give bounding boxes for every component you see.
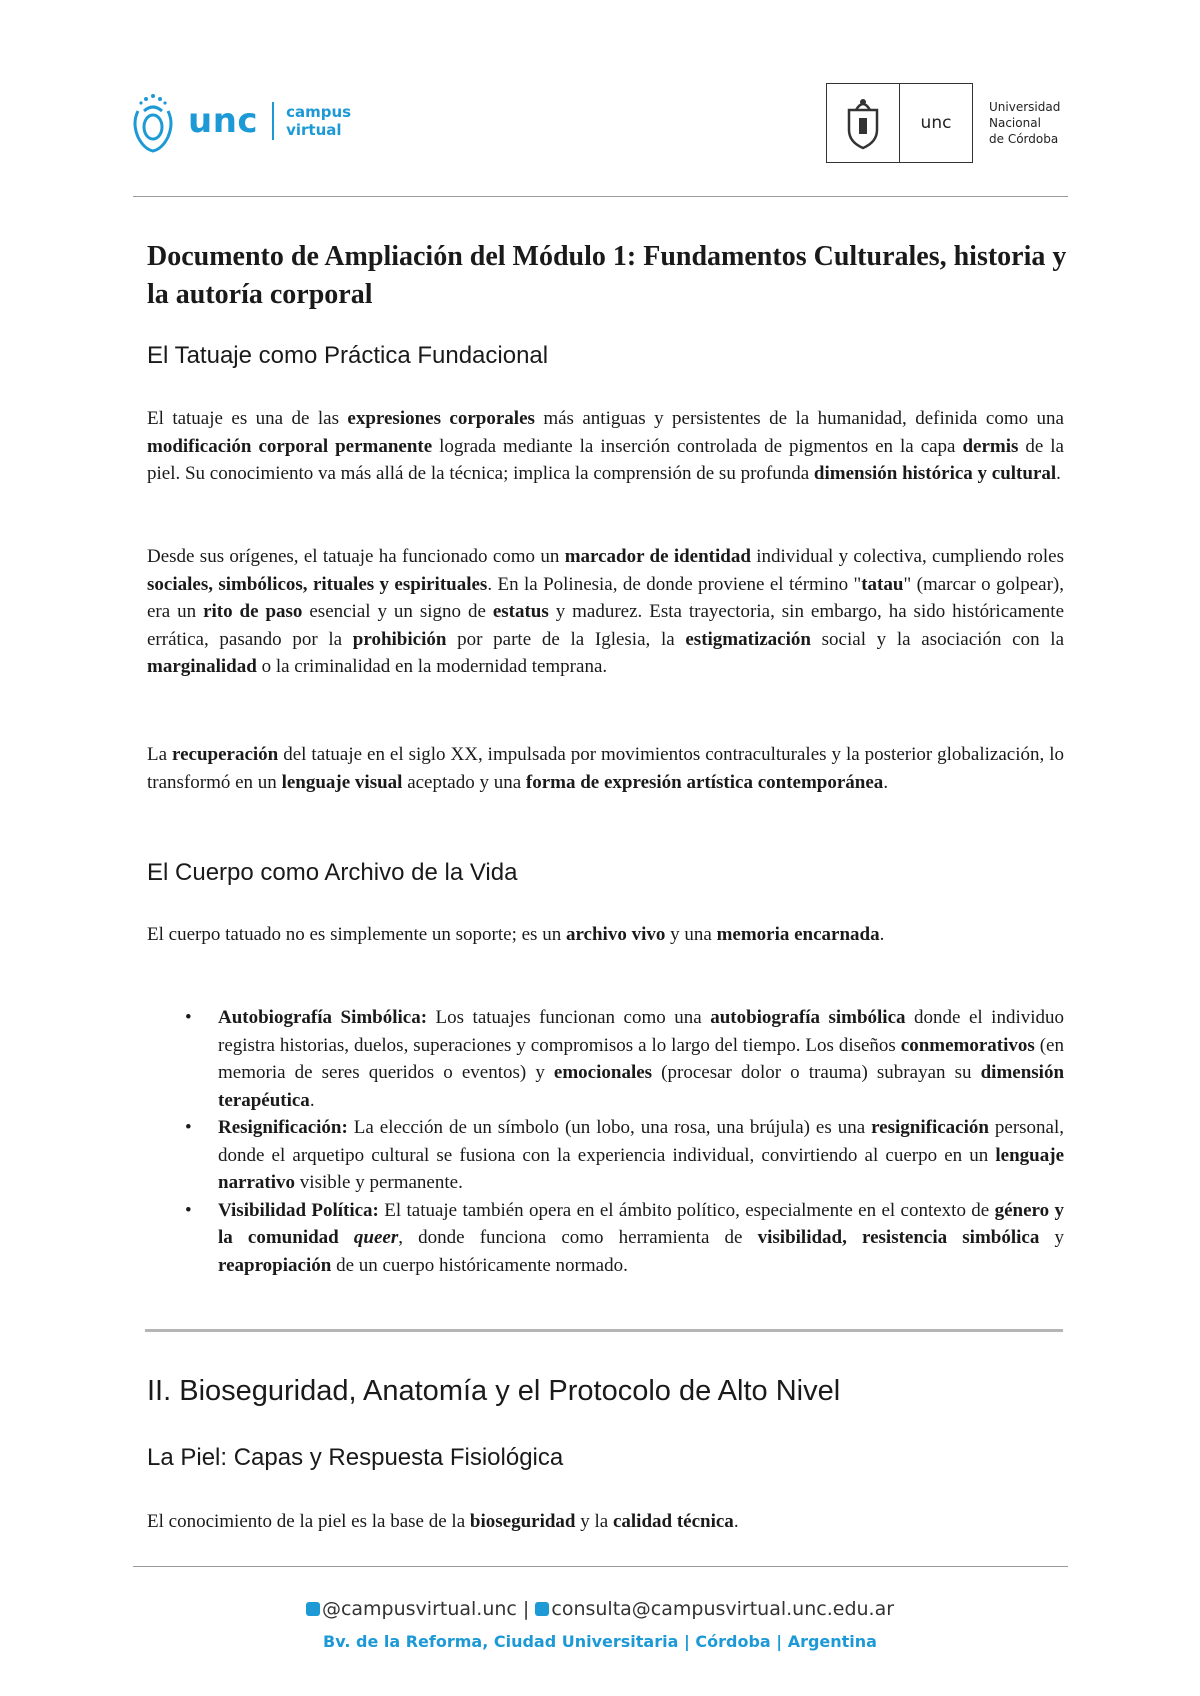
bold-term: dimensión terapéutica: [218, 1062, 1065, 1111]
university-name-line2: Nacional: [989, 116, 1041, 130]
brand-subtitle: [286, 103, 351, 139]
bold-term: sociales, simbólicos, rituales y espirituales: [147, 573, 488, 595]
footer-handle[interactable]: @campusvirtual.unc: [321, 1598, 517, 1620]
bold-term: visibilidad, resistencia simbólica: [757, 1227, 1040, 1248]
brand-text: unc: [188, 101, 259, 141]
bold-term: forma de expresión artística contemporánea: [525, 771, 884, 793]
university-name-line3: de Córdoba: [989, 132, 1059, 146]
bold-term: estigmatización: [685, 628, 811, 650]
bold-term: emocionales: [553, 1062, 653, 1083]
bold-term: bioseguridad: [469, 1511, 576, 1532]
bold-term: rito de paso: [203, 601, 303, 622]
bold-term: dermis: [962, 435, 1019, 457]
bold-term: expresiones corporales: [347, 408, 535, 429]
bold-term: tatau: [861, 573, 904, 595]
instagram-icon: [306, 1602, 320, 1616]
footer-email[interactable]: consulta@campusvirtual.unc.edu.ar: [551, 1598, 895, 1620]
university-name: [989, 99, 1060, 147]
bold-term: marcador de identidad: [564, 546, 751, 567]
subsection-heading-piel: La Piel: Capas y Respuesta Fisiológica: [147, 1444, 564, 1471]
footer-separator: |: [522, 1598, 530, 1620]
paragraph-tatuaje-recuperacion: La recuperación del tatuaje en el siglo XX, impulsada por movimientos contraculturales y la posterior globalización, lo transformó en un lenguaje visual aceptado y una forma de expresión artística contemporánea.: [147, 744, 1064, 793]
mail-icon: [535, 1602, 549, 1616]
paragraph-piel: El conocimiento de la piel es la base de la bioseguridad y la calidad técnica.: [147, 1511, 739, 1532]
paragraph-cuerpo-archivo: El cuerpo tatuado no es simplemente un soporte; es un archivo vivo y una memoria encarnada.: [147, 924, 885, 945]
bold-term: lenguaje narrativo: [218, 1144, 1064, 1193]
bold-term: marginalidad: [147, 656, 257, 677]
bold-term: memoria encarnada: [716, 924, 880, 945]
bullet-list: [147, 1004, 1064, 1279]
campus-virtual-logo: [130, 86, 390, 156]
bold-term: género y la comunidad queer: [218, 1199, 1064, 1248]
bold-term: conmemorativos: [900, 1034, 1035, 1056]
header-rule: [133, 196, 1068, 197]
bold-term: dimensión histórica y cultural: [813, 463, 1057, 484]
university-logo: [826, 82, 1076, 164]
document-title: Documento de Ampliación del Módulo 1: Fundamentos Culturales, historia y la autoría corporal: [147, 241, 1067, 310]
logo-divider: [272, 102, 274, 140]
section-heading-bioseguridad: II. Bioseguridad, Anatomía y el Protocolo de Alto Nivel: [147, 1375, 841, 1407]
bold-term: estatus: [492, 601, 549, 622]
coat-of-arms-icon: [844, 96, 882, 150]
bold-term: Autobiografía Simbólica:: [218, 1007, 428, 1028]
section-heading-cuerpo: El Cuerpo como Archivo de la Vida: [147, 859, 518, 886]
bold-term: recuperación: [172, 744, 279, 765]
footer-address: Bv. de la Reforma, Ciudad Universitaria | Córdoba | Argentina: [323, 1632, 877, 1651]
section-heading-tatuaje: El Tatuaje como Práctica Fundacional: [147, 342, 549, 369]
bold-term: reapropiación: [218, 1254, 332, 1276]
brand-subtitle-line1: campus: [286, 103, 352, 121]
bold-term: Visibilidad Política:: [218, 1199, 379, 1221]
paragraph-tatuaje-origenes: Desde sus orígenes, el tatuaje ha funcionado como un marcador de identidad individual y colectiva, cumpliendo roles sociales, simbólicos, rituales y espirituales. En la Polinesia, de donde proviene el término "tatau" (marcar o golpear), era un rito de paso esencial y un signo de estatus y madurez. Esta trayectoria, sin embargo, ha sido históricamente errática, pasando por la prohibición por parte de la Iglesia, la estigmatización social y la asociación con la marginalidad o la criminalidad en la modernidad temprana.: [147, 546, 1065, 677]
university-name-line1: Universidad: [989, 100, 1061, 114]
university-logo-box: [826, 83, 973, 163]
bold-term: Resignificación:: [218, 1117, 348, 1138]
footer-rule: [133, 1566, 1068, 1567]
bold-term: modificación corporal permanente: [147, 435, 433, 457]
bold-term: archivo vivo: [565, 924, 666, 945]
bold-term: resignificación: [871, 1117, 989, 1138]
brand-subtitle-line2: virtual: [286, 121, 342, 139]
bold-term: lenguaje visual: [281, 771, 403, 793]
footer-contact: [0, 1598, 1200, 1620]
list-item: • Autobiografía Simbólica: Los tatuajes funcionan como una autobiografía simbólica donde el individuo registra historias, duelos, superaciones y compromisos a lo largo del tiempo. Los diseños conmemorativos (en memoria de seres queridos o eventos) y emocionales (procesar dolor o trauma) subrayan su dimensión terapéutica.: [147, 1004, 1064, 1114]
list-item: • Resignificación: La elección de un símbolo (un lobo, una rosa, una brújula) es una resignificación personal, donde el arquetipo cultural se fusiona con la experiencia individual, convirtiendo al cuerpo en un lenguaje narrativo visible y permanente.: [147, 1114, 1064, 1197]
section-divider: [145, 1329, 1063, 1332]
unc-abbr: unc: [920, 113, 952, 133]
bold-term: calidad técnica: [612, 1511, 734, 1532]
bold-term: prohibición: [352, 628, 447, 650]
paragraph-tatuaje-definicion: El tatuaje es una de las expresiones corporales más antiguas y persistentes de la humanidad, definida como una modificación corporal permanente lograda mediante la inserción controlada de pigmentos en la capa dermis de la piel. Su conocimiento va más allá de la técnica; implica la comprensión de su profunda dimensión histórica y cultural.: [147, 408, 1064, 484]
list-item: • Visibilidad Política: El tatuaje también opera en el ámbito político, especialmente en el contexto de género y la comunidad queer, donde funciona como herramienta de visibilidad, resistencia simbólica y reapropiación de un cuerpo históricamente normado.: [147, 1197, 1064, 1280]
bold-term: autobiografía simbólica: [710, 1007, 906, 1028]
coat-of-arms-cell: [827, 84, 899, 162]
unc-abbr-cell: [899, 84, 972, 162]
unc-seal-icon: [130, 89, 176, 153]
